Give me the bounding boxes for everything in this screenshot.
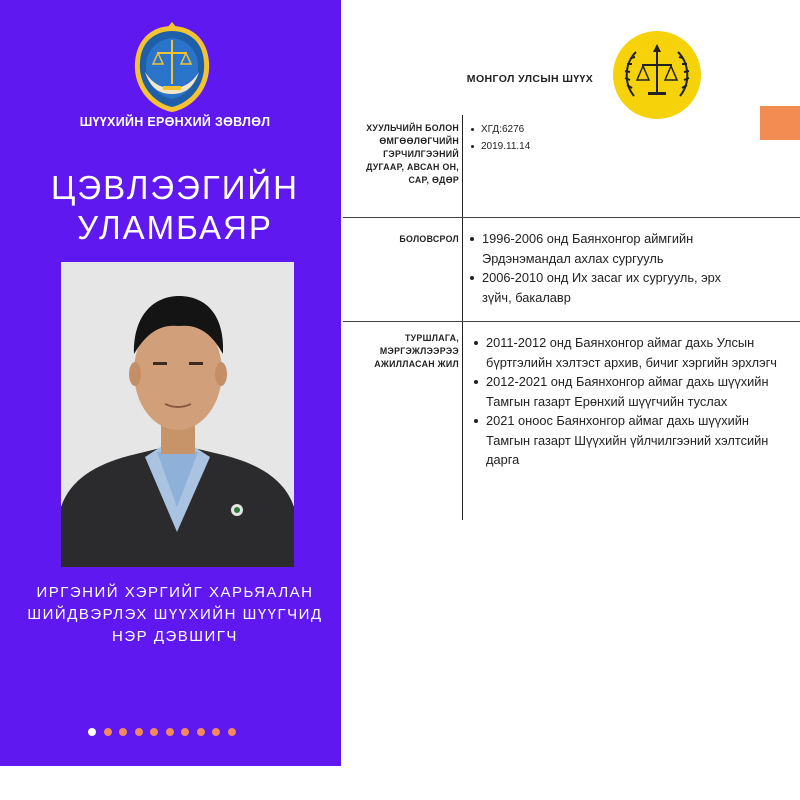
left-panel xyxy=(0,0,341,766)
column-divider xyxy=(462,115,463,520)
court-emblem-icon xyxy=(612,30,702,120)
org-name: ШҮҮХИЙН ЕРӨНХИЙ ЗӨВЛӨЛ xyxy=(79,115,271,129)
pagination-dot[interactable] xyxy=(197,728,205,736)
education-list xyxy=(482,229,747,307)
pagination-dot[interactable] xyxy=(135,728,143,736)
education-label: БОЛОВСРОЛ xyxy=(399,234,459,244)
certificate-list xyxy=(481,121,781,155)
list-item: ХГД:6276 xyxy=(481,121,781,138)
nomination-title: ИРГЭНИЙ ХЭРГИЙГ ХАРЬЯАЛАН ШИЙДВЭРЛЭХ ШҮҮХИЙН ШҮҮГЧИД НЭР ДЭВШИГЧ xyxy=(27,584,323,645)
pagination-dot[interactable] xyxy=(212,728,220,736)
pagination-dot[interactable] xyxy=(150,728,158,736)
section-divider xyxy=(343,321,800,322)
experience-list xyxy=(486,333,786,470)
pagination-dot[interactable] xyxy=(119,728,127,736)
list-item: 2011-2012 онд Баянхонгор аймаг дахь Улсын бүртгэлийн хэлтэст архив, бичиг хэргийн эрхлэгч xyxy=(486,333,786,372)
list-item: 2021 оноос Баянхонгор аймаг дахь шүүхийн Тамгын газарт Шүүхийн үйлчилгээний хэлтсийн дарга xyxy=(486,411,786,470)
experience-label: ТУРШЛАГА, МЭРГЭЖЛЭЭРЭЭ АЖИЛЛАСАН ЖИЛ xyxy=(374,333,459,369)
list-item: 2019.11.14 xyxy=(481,138,781,155)
pagination-dot[interactable] xyxy=(104,728,112,736)
list-item: 1996-2006 онд Баянхонгор аймгийн Эрдэнэмандал ахлах сургууль xyxy=(482,229,747,268)
pagination-dot[interactable] xyxy=(166,728,174,736)
judicial-council-emblem-icon xyxy=(131,22,213,114)
candidate-photo xyxy=(61,262,294,567)
portrait-image xyxy=(61,262,294,567)
list-item: 2012-2021 онд Баянхонгор аймаг дахь шүүхийн Тамгын газарт Ерөнхий шүүгчийн туслах xyxy=(486,372,786,411)
certificate-label: ХУУЛЬЧИЙН БОЛОН ӨМГӨӨЛӨГЧИЙН ГЭРЧИЛГЭЭНИЙ ДУГААР, АВСАН ОН, САР, ӨДӨР xyxy=(366,123,459,185)
pagination-dot[interactable] xyxy=(228,728,236,736)
section-divider xyxy=(343,217,800,218)
candidate-name: ЦЭВЛЭЭГИЙН УЛАМБАЯР xyxy=(50,169,299,246)
list-item: 2006-2010 онд Их засаг их сургууль, эрх зүйч, бакалавр xyxy=(482,268,747,307)
country-court-title: МОНГОЛ УЛСЫН ШҮҮХ xyxy=(466,73,594,85)
pagination-dot[interactable] xyxy=(88,728,96,736)
pagination-dot[interactable] xyxy=(181,728,189,736)
pagination-dots xyxy=(88,728,236,736)
